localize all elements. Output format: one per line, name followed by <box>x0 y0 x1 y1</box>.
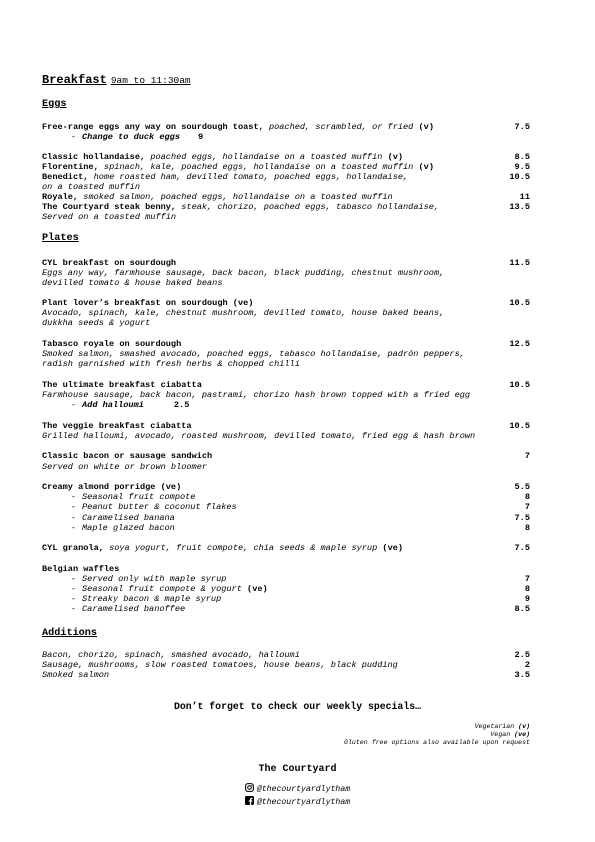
addition-item: Smoked salmon <box>42 670 110 680</box>
price-granola: 7.5 <box>514 543 530 553</box>
option-dash: - <box>70 400 76 410</box>
option-label: Maple glazed bacon <box>82 523 175 533</box>
waffle-option <box>42 594 221 604</box>
tabasco-desc2: radish garnished with fresh herbs & chopped chilli <box>42 359 300 369</box>
menu-item-tabasco-royale: Tabasco royale on sourdough <box>42 339 182 349</box>
menu-item-steak-desc2: Served on a toasted muffin <box>42 212 177 222</box>
waffle-option-price: 7 <box>524 574 530 584</box>
price-florentine: 9.5 <box>514 162 530 172</box>
legend-label: Vegetarian <box>474 723 515 730</box>
option-dash: - <box>70 574 76 584</box>
legend-tag: (ve) <box>514 731 530 738</box>
ciabatta-desc: Farmhouse sausage, back bacon, pastrami, chorizo hash brown topped with a fried egg <box>42 390 471 400</box>
menu-item-hollandaise <box>42 152 403 162</box>
additions-heading: Additions <box>42 628 98 639</box>
waffle-option <box>42 584 268 594</box>
legend-vegan <box>490 731 530 739</box>
price-royale: 11 <box>519 192 530 202</box>
legend-vegetarian <box>475 723 530 731</box>
option-dash: - <box>70 492 76 502</box>
addition-price: 2 <box>524 660 530 670</box>
item-desc: poached, scrambled, or fried <box>268 122 414 132</box>
porridge-option <box>42 523 175 533</box>
menu-item-plant-lover: Plant lover’s breakfast on sourdough (ve) <box>42 298 254 308</box>
item-tag: (v) <box>418 162 434 172</box>
cyl-desc2: devilled tomato & house baked beans <box>42 278 223 288</box>
facebook-text: @thecourtyardlytham <box>256 798 351 807</box>
porridge-option <box>42 513 175 523</box>
instagram-icon <box>245 783 254 792</box>
price-free-range: 7.5 <box>514 122 530 132</box>
item-desc: home roasted ham, devilled tomato, poached eggs, hollandaise, <box>93 172 409 182</box>
price-hollandaise: 8.5 <box>514 152 530 162</box>
price-ultimate-ciabatta: 10.5 <box>509 380 530 390</box>
option-dash: - <box>70 523 76 533</box>
option-tag: (ve) <box>247 584 268 594</box>
menu-item-benedict-desc2: on a toasted muffin <box>42 182 140 192</box>
venue-name: The Courtyard <box>258 764 337 775</box>
price-plant-lover: 10.5 <box>509 298 530 308</box>
item-desc: soya yogurt, fruit compote, chia seeds & maple syrup <box>109 543 378 553</box>
option-label: Peanut butter & coconut flakes <box>82 502 237 512</box>
option-label: Add halloumi <box>82 400 144 410</box>
addition-item: Bacon, chorizo, spinach, smashed avocado, halloumi <box>42 650 300 660</box>
option-label: Seasonal fruit compote & yogurt <box>82 584 242 594</box>
item-name: Free-range eggs any way on sourdough toast, <box>42 122 264 132</box>
option-dash: - <box>70 513 76 523</box>
option-dash: - <box>70 132 76 142</box>
porridge-option-price: 7.5 <box>514 513 530 523</box>
option-dash: - <box>70 604 76 614</box>
waffle-option-price: 8 <box>524 584 530 594</box>
menu-item-benedict <box>42 172 408 182</box>
item-desc: poached eggs, hollandaise on a toasted muffin <box>150 152 383 162</box>
menu-item-waffles: Belgian waffles <box>42 564 120 574</box>
item-tag: (v) <box>418 122 434 132</box>
veggie-desc: Grilled halloumi, avocado, roasted mushroom, devilled tomato, fried egg & hash brown <box>42 431 476 441</box>
porridge-option <box>42 492 195 502</box>
price-porridge: 5.5 <box>514 482 530 492</box>
menu-item-bacon-sandwich: Classic bacon or sausage sandwich <box>42 451 213 461</box>
porridge-option-price: 8 <box>524 492 530 502</box>
menu-item-veggie-ciabatta: The veggie breakfast ciabatta <box>42 421 192 431</box>
eggs-heading: Eggs <box>42 99 67 110</box>
plates-heading: Plates <box>42 233 79 244</box>
waffle-option <box>42 604 185 614</box>
option-price: 9 <box>198 132 204 142</box>
price-veggie-ciabatta: 10.5 <box>509 421 530 431</box>
price-cyl-breakfast: 11.5 <box>509 258 530 268</box>
option-label: Seasonal fruit compote <box>82 492 196 502</box>
waffle-option-price: 9 <box>524 594 530 604</box>
breakfast-hours: 9am to 11:30am <box>110 75 191 86</box>
item-name: CYL granola, <box>42 543 104 553</box>
tabasco-desc: Smoked salmon, smashed avocado, poached eggs, tabasco hollandaise, padrón peppers, <box>42 349 465 359</box>
price-bacon-sandwich: 7 <box>524 451 530 461</box>
item-name: Classic hollandaise, <box>42 152 146 162</box>
price-tabasco-royale: 12.5 <box>509 339 530 349</box>
menu-item-ultimate-ciabatta: The ultimate breakfast ciabatta <box>42 380 202 390</box>
addition-price: 2.5 <box>514 650 530 660</box>
addition-item: Sausage, mushrooms, slow roasted tomatoes, house beans, black pudding <box>42 660 398 670</box>
option-price: 2.5 <box>173 400 190 410</box>
legend-tag: (v) <box>518 723 530 730</box>
menu-item-steak-benny <box>42 202 439 212</box>
menu-item-royale <box>42 192 393 202</box>
weekly-specials-note: Don’t forget to check our weekly specials… <box>174 701 421 712</box>
porridge-option-price: 8 <box>524 523 530 533</box>
item-name: Royale, <box>42 192 79 202</box>
menu-item-florentine <box>42 162 434 172</box>
instagram-text: @thecourtyardlytham <box>256 785 351 794</box>
instagram-handle[interactable] <box>42 783 553 794</box>
waffle-option-price: 8.5 <box>514 604 530 614</box>
cyl-desc: Eggs any way, farmhouse sausage, back bacon, black pudding, chestnut mushroom, <box>42 268 445 278</box>
menu-item-granola <box>42 543 403 553</box>
breakfast-title <box>42 73 191 87</box>
plant-desc2: dukkha seeds & yogurt <box>42 318 151 328</box>
plant-desc: Avocado, spinach, kale, chestnut mushroom, devilled tomato, house baked beans, <box>42 308 445 318</box>
option-dash: - <box>70 584 76 594</box>
item-name: Benedict, <box>42 172 89 182</box>
option-label: Caramelised banoffee <box>82 604 186 614</box>
option-duck-eggs <box>42 132 203 142</box>
bacon-desc: Served on white or brown bloomer <box>42 462 208 472</box>
option-dash: - <box>70 502 76 512</box>
option-dash: - <box>70 594 76 604</box>
item-tag: (ve) <box>382 543 404 553</box>
option-label: Streaky bacon & maple syrup <box>82 594 222 604</box>
addition-price: 3.5 <box>514 670 530 680</box>
porridge-option-price: 7 <box>524 502 530 512</box>
facebook-icon <box>245 796 254 805</box>
item-tag: (v) <box>387 152 404 162</box>
item-desc: spinach, kale, poached eggs, hollandaise on a toasted muffin <box>103 162 414 172</box>
price-benedict: 10.5 <box>509 172 530 182</box>
menu-item-cyl-breakfast: CYL breakfast on sourdough <box>42 258 177 268</box>
item-desc: steak, chorizo, poached eggs, tabasco hollandaise, <box>181 202 440 212</box>
legend-gluten-free: Gluten free options also available upon request <box>344 739 530 746</box>
item-desc: smoked salmon, poached eggs, hollandaise on a toasted muffin <box>83 192 393 202</box>
porridge-option <box>42 502 237 512</box>
price-steak-benny: 13.5 <box>509 202 530 212</box>
legend-label: Vegan <box>490 731 511 738</box>
breakfast-title-text: Breakfast <box>42 73 107 87</box>
menu-item-porridge: Creamy almond porridge (ve) <box>42 482 182 492</box>
facebook-handle[interactable] <box>42 796 553 807</box>
option-add-halloumi <box>42 400 189 410</box>
item-name: Florentine, <box>42 162 99 172</box>
option-label: Caramelised banana <box>82 513 175 523</box>
item-name: The Courtyard steak benny, <box>42 202 177 212</box>
waffle-option <box>42 574 226 584</box>
option-label: Change to duck eggs <box>82 132 180 142</box>
menu-item-free-range <box>42 122 434 132</box>
option-label: Served only with maple syrup <box>82 574 227 584</box>
